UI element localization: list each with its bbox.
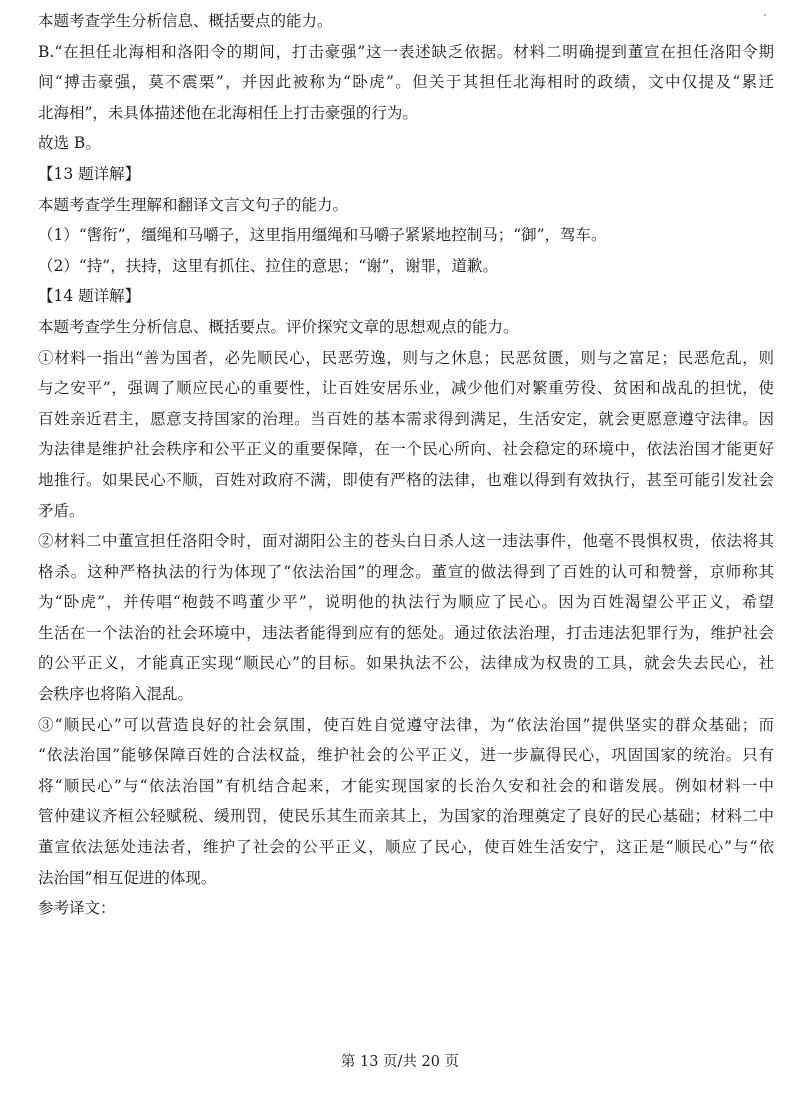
text-line: 矛盾。 xyxy=(38,501,85,520)
text-line: 百姓亲近君主，愿意支持国家的治理。当百姓的基本需求得到满足，生活安定，就会更愿意遵守法律。因 xyxy=(38,409,774,428)
text-line: 生活在一个法治的社会环境中，违法者能得到应有的惩处。通过依法治理，打击违法犯罪行为，维护社会 xyxy=(38,623,774,642)
text-line: 法治国”相互促进的体现。 xyxy=(38,868,217,887)
text-line: ②材料二中董宣担任洛阳令时，面对湖阳公主的苍头白日杀人这一违法事件，他毫不畏惧权贵，依法将其 xyxy=(38,532,774,551)
text-line: ①材料一指出“善为国者，必先顺民心，民恶劳逸，则与之休息；民恶贫匮，则与之富足；民恶危乱，则 xyxy=(38,348,774,367)
text-line: “依法治国”能够保障百姓的合法权益，维护社会的公平正义，进一步赢得民心，巩固国家的统治。只有 xyxy=(38,746,774,765)
text-line: 与之安平”，强调了顺应民心的重要性，让百姓安居乐业，减少他们对繁重劳役、贫困和战乱的担忧，使 xyxy=(38,379,774,398)
page-number: 第 13 页/共 20 页 xyxy=(340,1054,460,1070)
text-line: 【14 题详解】 xyxy=(38,287,141,306)
document-body xyxy=(38,6,774,924)
text-line: 为法律是维护社会秩序和公平正义的重要保障，在一个民心所向、社会稳定的环境中，依法治国才能更好 xyxy=(38,440,774,459)
text-line: 本题考查学生分析信息、概括要点的能力。 xyxy=(38,12,333,30)
text-line: （1）“辔衔”，缰绳和马嚼子，这里指用缰绳和马嚼子紧紧地控制马；“御”，驾车。 xyxy=(38,226,607,245)
text-line: B.“在担任北海相和洛阳令的期间，打击豪强”这一表述缺乏依据。材料二明确提到董宣在担任洛阳令期 xyxy=(38,42,774,61)
text-line: 本题考查学生分析信息、概括要点。评价探究文章的思想观点的能力。 xyxy=(38,317,519,336)
text-line: 本题考查学生理解和翻译文言文句子的能力。 xyxy=(38,195,349,214)
text-line: 【13 题详解】 xyxy=(38,164,141,183)
text-line: 将“顺民心”与“依法治国”有机结合起来，才能实现国家的长治久安和社会的和谐发展。例如材料一中 xyxy=(38,776,774,795)
text-line: 格杀。这种严格执法的行为体现了“依法治国”的理念。董宣的做法得到了百姓的认可和赞誉，京师称其 xyxy=(38,562,774,581)
text-line: 北海相”，未具体描述他在北海相任上打击豪强的行为。 xyxy=(38,103,418,122)
text-line: 会秩序也将陷入混乱。 xyxy=(38,685,194,704)
text-line: 管仲建议齐桓公轻赋税、缓刑罚，使民乐其生而亲其上，为国家的治理奠定了良好的民心基础；材料二中 xyxy=(38,807,774,826)
text-line: 间“搏击豪强，莫不震栗”，并因此被称为“卧虎”。但关于其担任北海相时的政绩，文中仅提及“累迁 xyxy=(38,73,774,92)
text-line: （2）“持”，扶持，这里有抓住、拉住的意思；“谢”，谢罪，道歉。 xyxy=(38,256,499,275)
text-line: 的公平正义，才能真正实现“顺民心”的目标。如果执法不公，法律成为权贵的工具，就会失去民心，社 xyxy=(38,654,774,673)
text-line: 地推行。如果民心不顺，百姓对政府不满，即使有严格的法律，也难以得到有效执行，甚至可能引发社会 xyxy=(38,470,774,489)
page-footer xyxy=(0,1052,800,1072)
text-line: 董宣依法惩处违法者，维护了社会的公平正义，顺应了民心，使百姓生活安宁，这正是“顺民心”与“依 xyxy=(38,838,774,857)
text-line: 故选 B。 xyxy=(38,134,101,153)
text-line: 参考译文： xyxy=(38,899,116,918)
text-line: ③“顺民心”可以营造良好的社会氛围，使百姓自觉遵守法律，为“依法治国”提供坚实的群众基础；而 xyxy=(38,715,774,734)
text-line: 为“卧虎”，并传唱“枹鼓不鸣董少平”，说明他的执法行为顺应了民心。因为百姓渴望公平正义，希望 xyxy=(38,593,774,612)
